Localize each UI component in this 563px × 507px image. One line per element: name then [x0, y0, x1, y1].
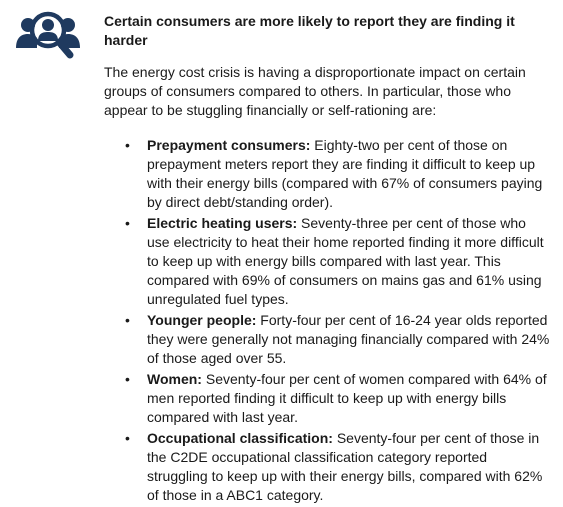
bullet-text: Forty-four per cent of 16-24 year olds reported they were generally not managing financially compared with 24% of those aged over 55. — [147, 312, 550, 366]
list-item — [104, 214, 550, 309]
bullet-term: Women: — [147, 371, 202, 387]
bullet-text: Seventy-four per cent of those in the C2DE occupational classification category reported struggling to keep up with their energy bills, compared with 62% of those in a ABC1 category. — [147, 430, 543, 503]
bullet-list — [104, 136, 550, 505]
list-item — [104, 311, 550, 368]
list-item — [104, 136, 550, 212]
bullet-text: Seventy-four per cent of women compared with 64% of men reported finding it difficult to keep up with energy bills compared with last year. — [147, 371, 547, 425]
bullet-term: Electric heating users: — [147, 215, 298, 231]
bullet-marker: • — [125, 215, 130, 231]
section-heading: Certain consumers are more likely to report they are finding it harder — [104, 13, 515, 48]
bullet-term: Prepayment consumers: — [147, 137, 311, 153]
list-item — [104, 429, 550, 505]
bullet-text: Seventy-three per cent of those who use electricity to heat their home reported finding it more difficult to keep up with energy bills compared with last year. This compared with 69% of consumers on mains gas and 61% using unregulated fuel types. — [147, 215, 544, 307]
people-magnifier-icon — [14, 8, 84, 60]
bullet-text: Eighty-two per cent of those on prepayment meters report they are finding it difficult to keep up with their energy bills (compared with 67% of consumers paying by direct debt/standing order). — [147, 137, 543, 210]
bullet-term: Younger people: — [147, 312, 257, 328]
bullet-marker: • — [125, 430, 130, 446]
bullet-marker: • — [125, 312, 130, 328]
bullet-marker: • — [125, 137, 130, 153]
bullet-marker: • — [125, 371, 130, 387]
bullet-term: Occupational classification: — [147, 430, 333, 446]
intro-paragraph: The energy cost crisis is having a disproportionate impact on certain groups of consumers compared to others. In particular, those who appear to be stuggling financially or self-rationing are: — [104, 64, 526, 118]
list-item — [104, 370, 550, 427]
document-body — [104, 12, 550, 507]
